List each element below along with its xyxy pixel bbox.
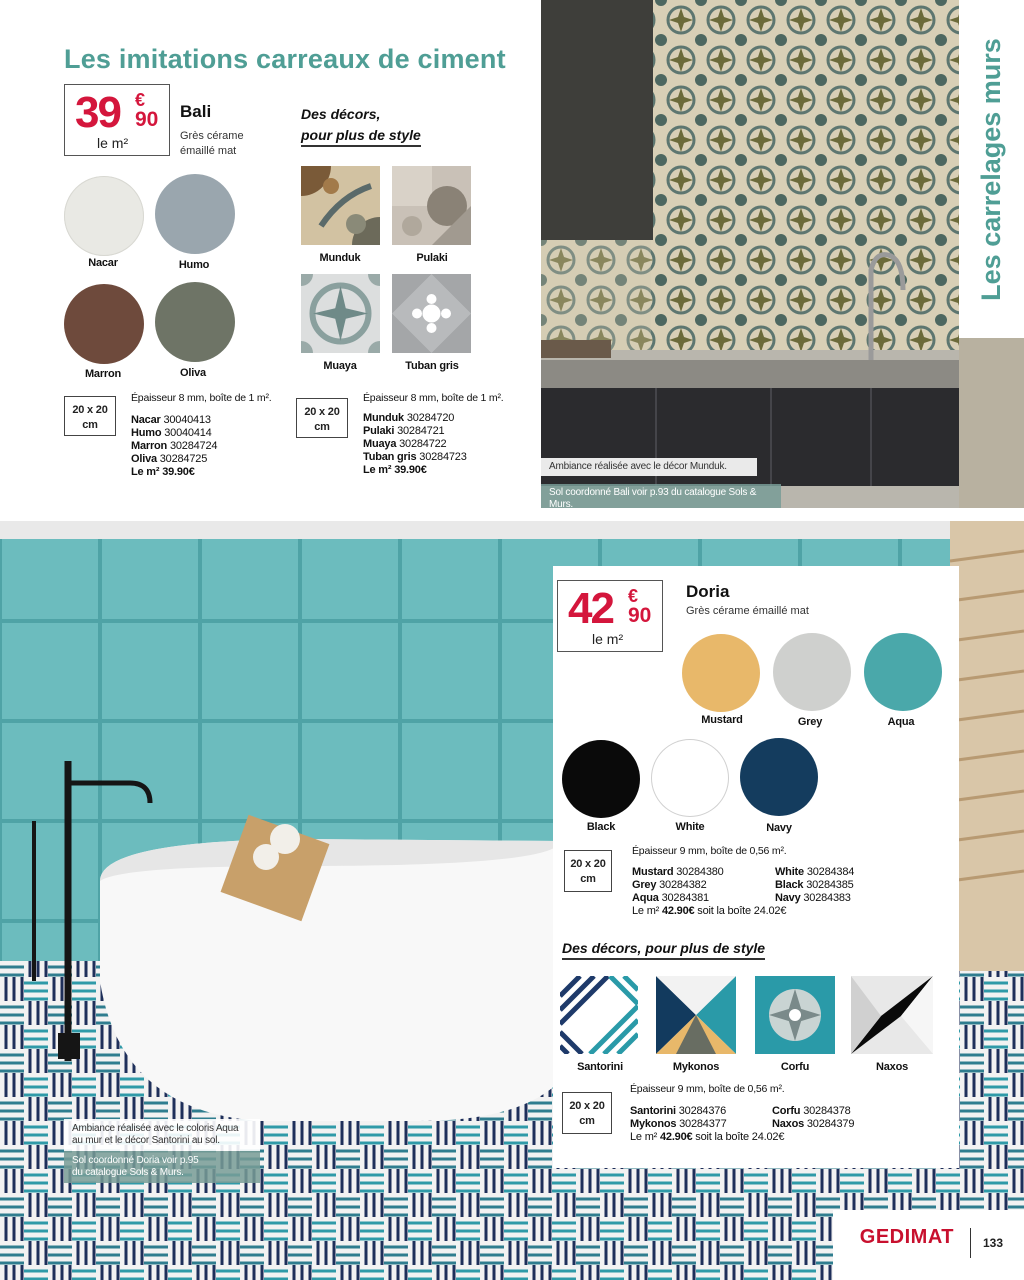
doria-subtitle: Grès cérame émaillé mat <box>686 605 809 617</box>
bali-swatch-marron <box>64 284 144 364</box>
decor-ref-row: Tuban gris 30284723 <box>363 451 467 463</box>
bali-ref-row: Humo 30040414 <box>131 427 212 439</box>
doria-price-euro: € <box>628 586 639 606</box>
bali-subtitle-1: Grès cérame <box>180 130 244 142</box>
side-title: Les carrelages murs <box>976 37 1007 301</box>
bali-decors-title-1: Des décors, <box>301 106 381 122</box>
doria-swatch-mustard <box>682 634 760 712</box>
doria-swatch-black <box>562 740 640 818</box>
muaya-pattern-icon <box>301 274 380 353</box>
bath-note-1: Sol coordonné Doria voir p.95 <box>72 1155 199 1166</box>
kitchen-note: Sol coordonné Bali voir p.93 du catalogue Sols & Murs. <box>541 484 781 508</box>
label-tuban-gris: Tuban gris <box>405 360 459 372</box>
tile-pulaki <box>392 166 471 245</box>
doria-size-box: 20 x 20 cm <box>564 850 612 892</box>
bali-label-nacar: Nacar <box>88 257 118 269</box>
tile-muaya <box>301 274 380 353</box>
doria-decors-refs-right <box>772 1105 854 1131</box>
doria-decor-ref-row: Corfu 30284378 <box>772 1105 851 1117</box>
doria-name: Doria <box>686 582 730 601</box>
doria-price-integer: 42 <box>568 584 613 633</box>
bath-caption-2: au mur et le décor Santorini au sol. <box>72 1135 220 1146</box>
doria-label-mustard: Mustard <box>701 714 743 726</box>
decor-ref-row: Pulaki 30284721 <box>363 425 445 437</box>
doria-decor-ref-row: Santorini 30284376 <box>630 1105 727 1117</box>
bali-price-box <box>64 84 170 156</box>
santorini-pattern-icon <box>560 976 638 1054</box>
tile-santorini <box>560 976 638 1054</box>
doria-decors-spec-header: Épaisseur 9 mm, boîte de 0,56 m². <box>630 1083 785 1095</box>
kitchen-photo <box>541 0 959 508</box>
gedimat-logo: GEDIMAT <box>859 1226 954 1248</box>
doria-ref-row: Grey 30284382 <box>632 879 707 891</box>
doria-label-aqua: Aqua <box>887 716 915 728</box>
tile-mykonos <box>656 976 736 1054</box>
kitchen-scene-illustration <box>541 0 959 508</box>
bali-decors-size-box: 20 x 20 cm <box>296 398 348 438</box>
bali-price-cents: 90 <box>135 108 159 131</box>
bath-note-2: du catalogue Sols & Murs. <box>72 1167 184 1178</box>
pulaki-pattern-icon <box>392 166 471 245</box>
doria-spec-header: Épaisseur 9 mm, boîte de 0,56 m². <box>632 845 787 857</box>
tile-munduk <box>301 166 380 245</box>
label-naxos: Naxos <box>875 1061 909 1073</box>
tile-tuban-gris <box>392 274 471 353</box>
bali-price-integer: 39 <box>75 88 120 137</box>
doria-decors-title: Des décors, pour plus de style <box>562 940 765 960</box>
label-santorini: Santorini <box>577 1061 623 1073</box>
doria-decor-price-line: Le m² 42.90€ soit la boîte 24.02€ <box>630 1131 785 1143</box>
bali-refs <box>131 414 217 479</box>
bali-subtitle-2: émaillé mat <box>180 145 237 157</box>
doria-price-unit: le m² <box>592 631 624 647</box>
side-tab-photo-strip <box>959 338 1024 508</box>
doria-decors-size-box: 20 x 20 cm <box>562 1092 612 1134</box>
bali-name: Bali <box>180 102 212 121</box>
bath-caption-box <box>64 1119 260 1151</box>
bali-decors-refs <box>363 412 467 477</box>
doria-price-line: Le m² 42.90€ soit la boîte 24.02€ <box>632 905 787 917</box>
doria-label-white: White <box>675 821 705 833</box>
bali-swatch-humo <box>155 174 235 254</box>
bali-label-humo: Humo <box>178 259 210 271</box>
page-number: 133 <box>970 1228 1003 1258</box>
bath-caption-1: Ambiance réalisée avec le coloris Aqua <box>72 1123 239 1134</box>
doria-label-black: Black <box>586 821 616 833</box>
doria-swatch-grey <box>773 633 851 711</box>
decor-price-line: Le m² 39.90€ <box>363 464 427 476</box>
bali-swatch-oliva <box>155 282 235 362</box>
label-mykonos: Mykonos <box>672 1061 720 1073</box>
bali-spec-header: Épaisseur 8 mm, boîte de 1 m². <box>131 392 272 404</box>
doria-price-cents: 90 <box>628 604 652 627</box>
corfu-pattern-icon <box>755 976 835 1054</box>
bath-note-box <box>64 1151 260 1183</box>
bali-ref-row: Marron 30284724 <box>131 440 218 452</box>
doria-price-box <box>557 580 663 652</box>
doria-refs-right <box>775 866 854 905</box>
bali-price-unit: le m² <box>97 135 129 151</box>
munduk-pattern-icon <box>301 166 380 245</box>
doria-decors-refs-left <box>630 1105 784 1144</box>
bali-ref-row: Nacar 30040413 <box>131 414 211 426</box>
bali-price-euro: € <box>135 90 146 110</box>
bali-price-line: Le m² 39.90€ <box>131 466 195 478</box>
doria-swatch-aqua <box>864 633 942 711</box>
doria-swatch-navy <box>740 738 818 816</box>
doria-label-navy: Navy <box>766 822 792 834</box>
bali-size-box: 20 x 20 cm <box>64 396 116 436</box>
kitchen-caption: Ambiance réalisée avec le décor Munduk. <box>541 458 757 476</box>
decor-ref-row: Munduk 30284720 <box>363 412 455 424</box>
doria-refs-left <box>632 866 786 918</box>
naxos-pattern-icon <box>851 976 933 1054</box>
tile-corfu <box>755 976 835 1054</box>
bali-swatch-nacar <box>64 176 144 256</box>
doria-ref-row: Black 30284385 <box>775 879 854 891</box>
label-muaya: Muaya <box>323 360 357 372</box>
label-pulaki: Pulaki <box>416 252 448 264</box>
doria-decor-ref-row: Naxos 30284379 <box>772 1118 855 1130</box>
doria-decor-ref-row: Mykonos 30284377 <box>630 1118 727 1130</box>
tile-naxos <box>851 976 933 1054</box>
label-corfu: Corfu <box>780 1061 810 1073</box>
bali-decors-title-2: pour plus de style <box>301 127 421 147</box>
doria-ref-row: Aqua 30284381 <box>632 892 709 904</box>
mykonos-pattern-icon <box>656 976 736 1054</box>
doria-label-grey: Grey <box>797 716 823 728</box>
doria-swatch-white <box>651 739 729 817</box>
page-title: Les imitations carreaux de ciment <box>64 44 506 74</box>
bali-label-oliva: Oliva <box>180 367 206 379</box>
tuban-pattern-icon <box>392 274 471 353</box>
doria-ref-row: Mustard 30284380 <box>632 866 724 878</box>
doria-ref-row: White 30284384 <box>775 866 855 878</box>
label-munduk: Munduk <box>319 252 361 264</box>
decor-ref-row: Muaya 30284722 <box>363 438 447 450</box>
bali-ref-row: Oliva 30284725 <box>131 453 208 465</box>
bali-label-marron: Marron <box>84 368 122 380</box>
bali-decors-spec-header: Épaisseur 8 mm, boîte de 1 m². <box>363 392 504 404</box>
doria-ref-row: Navy 30284383 <box>775 892 851 904</box>
